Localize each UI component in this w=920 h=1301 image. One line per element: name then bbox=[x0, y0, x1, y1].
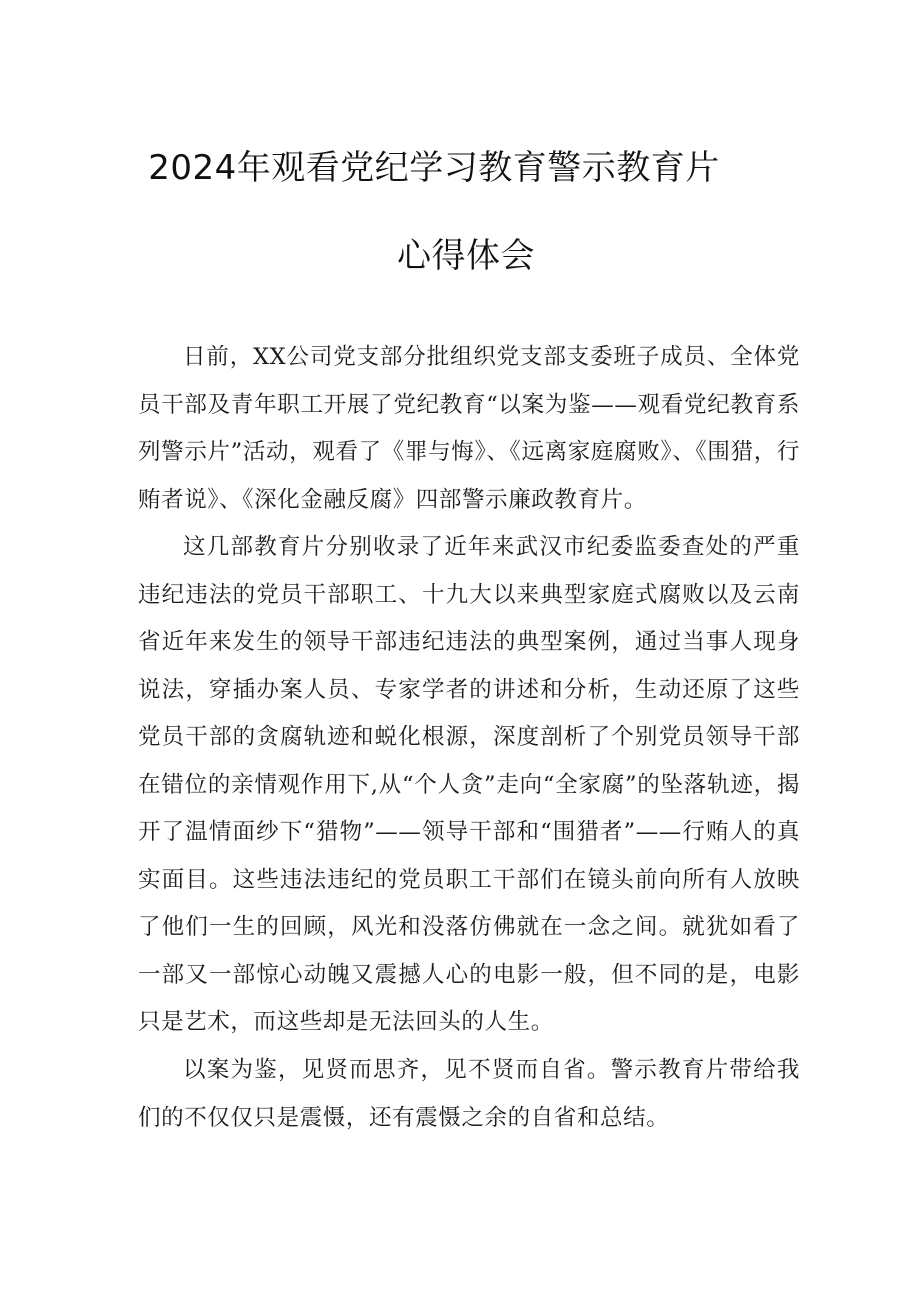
document-title-line-1: 2024年观看党纪学习教育警示教育片 bbox=[148, 148, 720, 188]
body-paragraph-1: 日前，XX公司党支部分批组织党支部支委班子成员、全体党员干部及青年职工开展了党纪教育“以案为鉴——观看党纪教育系列警示片”活动，观看了《罪与悔》、《远离家庭腐败》、《围猎，行贿者说》、《深化金融反腐》四部警示廉政教育片。 bbox=[138, 344, 800, 513]
document-title-line-2: 心得体会 bbox=[397, 236, 535, 276]
body-paragraph-2: 这几部教育片分别收录了近年来武汉市纪委监委查处的严重违纪违法的党员干部职工、十九大以来典型家庭式腐败以及云南省近年来发生的领导干部违纪违法的典型案例，通过当事人现身说法，穿插办案人员、专家学者的讲述和分析，生动还原了这些党员干部的贪腐轨迹和蜕化根源，深度剖析了个别党员领导干部在错位的亲情观作用下,从“个人贪”走向“全家腐”的坠落轨迹，揭开了温情面纱下“猎物”——领导干部和“围猎者”——行贿人的真实面目。这些违法违纪的党员职工干部们在镜头前向所有人放映了他们一生的回顾，风光和没落仿佛就在一念之间。就犹如看了一部又一部惊心动魄又震撼人心的电影一般，但不同的是，电影只是艺术，而这些却是无法回头的人生。 bbox=[138, 534, 800, 1035]
body-paragraph-3: 以案为鉴，见贤而思齐，见不贤而自省。警示教育片带给我们的不仅仅只是震慑，还有震慑之余的自省和总结。 bbox=[138, 1057, 800, 1131]
